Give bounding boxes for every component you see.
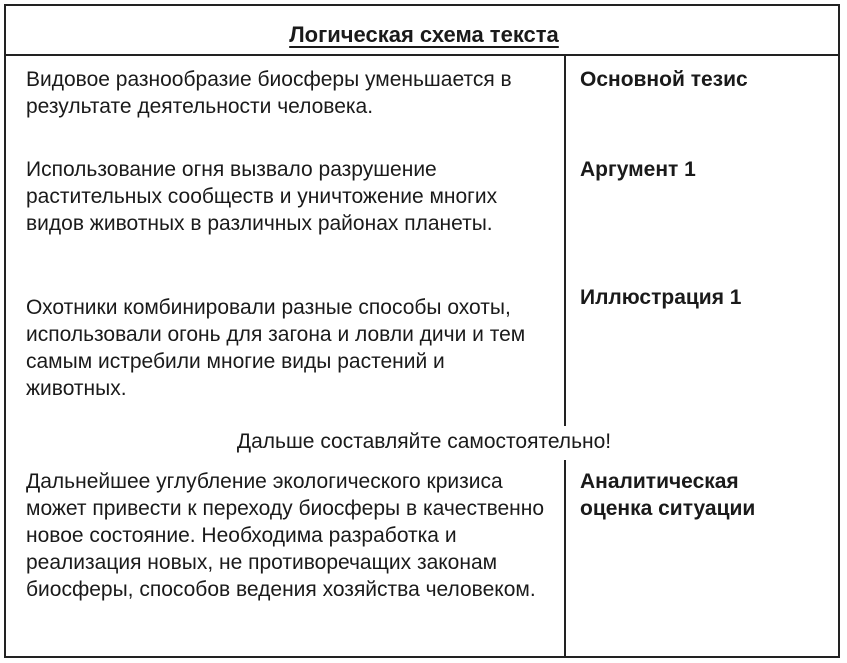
title-divider — [6, 54, 838, 56]
column-divider-top — [564, 54, 566, 426]
logic-scheme-table — [4, 4, 840, 658]
illustration-1-text: Охотники комбинировали разные способы охоты, использовали огонь для загона и ловли дичи и тем самым истребили многие виды растений и животных. — [26, 296, 526, 400]
argument-1-label: Аргумент 1 — [580, 158, 696, 181]
instruction-text: Дальше составляйте самостоятельно! — [236, 430, 612, 453]
thesis-text: Видовое разнообразие биосферы уменьшается в результате деятельности человека. — [26, 68, 512, 118]
illustration-1-label: Иллюстрация 1 — [580, 286, 742, 309]
thesis-label: Основной тезис — [580, 68, 748, 91]
table-title: Логическая схема текста — [289, 22, 559, 47]
argument-1-text: Использование огня вызвало разрушение растительных сообществ и уничтожение многих видов животных в различных районах планеты. — [26, 158, 498, 235]
analysis-label: Аналитическая оценка ситуации — [580, 470, 756, 520]
column-divider-bottom — [564, 460, 566, 656]
analysis-text: Дальнейшее углубление экологического кризиса может привести к переходу биосферы в качественно новое состояние. Необходима разработка и реализация новых, не противоречащих законам биосферы, способов ведения хозяйства человеком. — [26, 470, 545, 601]
